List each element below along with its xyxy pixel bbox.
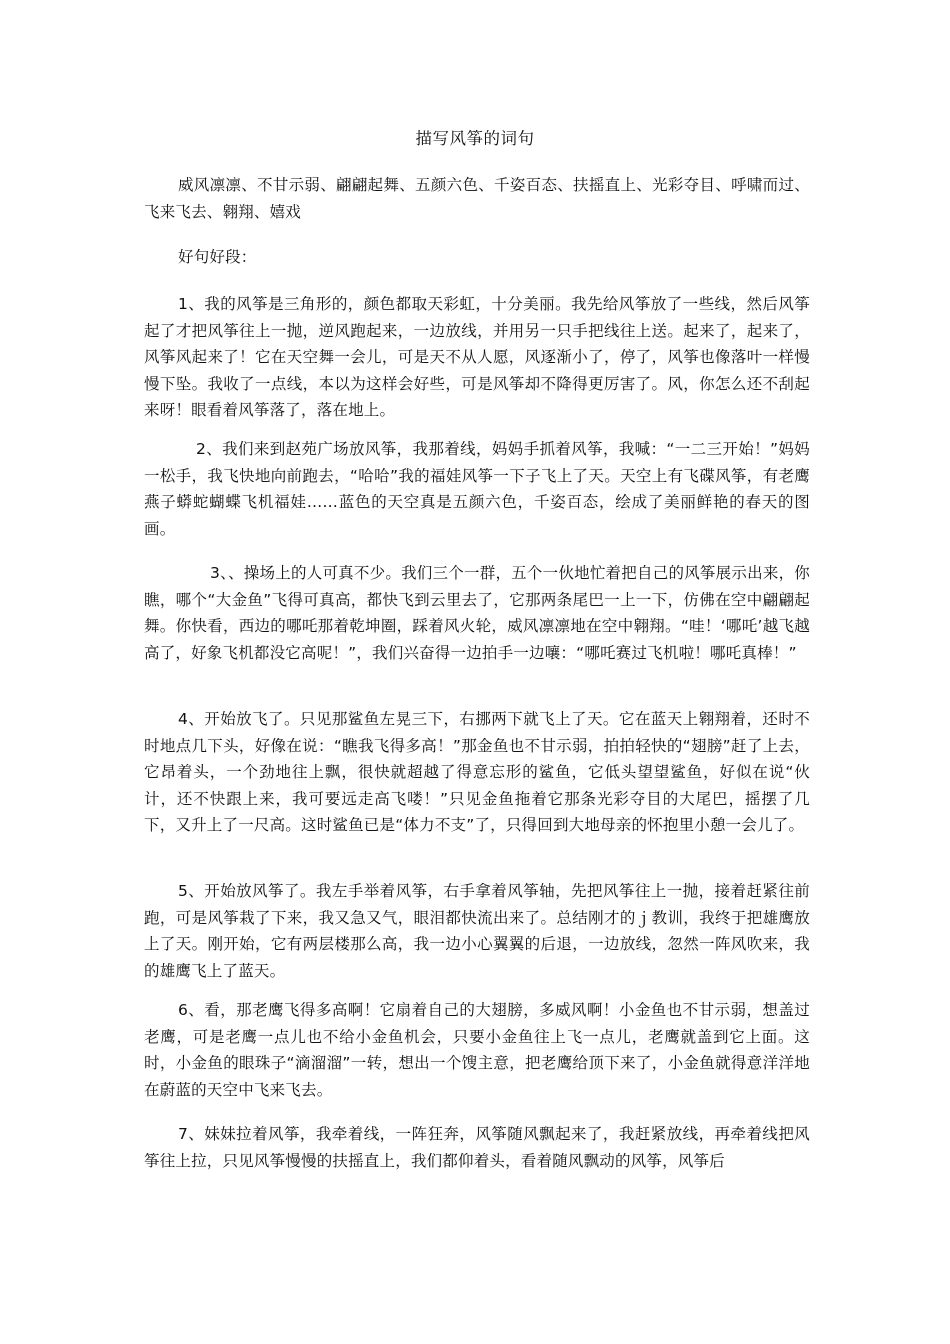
paragraph-2: 2、我们来到赵苑广场放风筝，我那着线，妈妈手抓着风筝，我喊：“一二三开始！”妈妈一松手，我飞快地向前跑去，“哈哈”我的福娃风筝一下子飞上了天。天空上有飞碟风筝，有老鹰燕子蟒蛇蝴蝶飞机福娃……蓝色的天空真是五颜六色，千姿百态，绘成了美丽鲜艳的春天的图画。 <box>144 440 810 538</box>
section-heading: 好句好段： <box>178 248 257 266</box>
paragraph-7: 7、妹妹拉着风筝，我牵着线，一阵狂奔，风筝随风飘起来了，我赶紧放线，再牵着线把风筝往上拉，只见风筝慢慢的扶摇直上，我们都仰着头，看着随风飘动的风筝，风筝后 <box>144 1125 810 1170</box>
document-title: 描写风筝的词句 <box>415 129 535 148</box>
paragraph-5: 5、开始放风筝了。我左手举着风筝，右手拿着风筝轴，先把风筝往上一抛，接着赶紧往前跑，可是风筝栽了下来，我又急又气，眼泪都快流出来了。总结刚才的ｊ教训，我终于把雄鹰放上了天。刚开始，它有两层楼那么高，我一边小心翼翼的后退，一边放线，忽然一阵风吹来，我的雄鹰飞上了蓝天。 <box>144 882 810 980</box>
paragraph-4: 4、开始放飞了。只见那鲨鱼左晃三下，右挪两下就飞上了天。它在蓝天上翱翔着，还时不时地点几下头，好像在说：“瞧我飞得多高！”那金鱼也不甘示弱，拍拍轻快的“翅膀”赶了上去，它昂着头，一个劲地往上飘，很快就超越了得意忘形的鲨鱼，它低头望望鲨鱼，好似在说“伙计，还不快跟上来，我可要远走高飞喽！”只见金鱼拖着它那条光彩夺目的大尾巴，摇摆了几下，又升上了一尺高。这时鲨鱼已是“体力不支”了，只得回到大地母亲的怀抱里小憩一会儿了。 <box>144 710 810 834</box>
paragraph-3: 3、、操场上的人可真不少。我们三个一群，五个一伙地忙着把自己的风筝展示出来，你瞧，哪个“大金鱼”飞得可真高，都快飞到云里去了，它那两条尾巴一上一下，仿佛在空中翩翩起舞。你快看，西边的哪吒那着乾坤圈，踩着风火轮，威风凛凛地在空中翱翔。“哇！‘哪吒’越飞越高了，好象飞机都没它高呢！”，我们兴奋得一边拍手一边嚷：“哪吒赛过飞机啦！哪吒真棒！” <box>144 564 810 662</box>
word-list-paragraph: 威风凛凛、不甘示弱、翩翩起舞、五颜六色、千姿百态、扶摇直上、光彩夺目、呼啸而过、飞来飞去、翱翔、嬉戏 <box>144 176 810 221</box>
paragraph-1: 1、我的风筝是三角形的，颜色都取天彩虹，十分美丽。我先给风筝放了一些线，然后风筝起了才把风筝往上一抛，逆风跑起来，一边放线，并用另一只手把线往上送。起来了，起来了，风筝风起来了！它在天空舞一会儿，可是天不从人愿，风逐渐小了，停了，风筝也像落叶一样慢慢下坠。我收了一点线，本以为这样会好些，可是风筝却不降得更厉害了。风，你怎么还不刮起来呀！眼看着风筝落了，落在地上。 <box>144 295 810 419</box>
paragraph-6: 6、看，那老鹰飞得多高啊！它扇着自己的大翅膀，多威风啊！小金鱼也不甘示弱，想盖过老鹰，可是老鹰一点儿也不给小金鱼机会，只要小金鱼往上飞一点儿，老鹰就盖到它上面。这时，小金鱼的眼珠子“滴溜溜”一转，想出一个馊主意，把老鹰给顶下来了，小金鱼就得意洋洋地在蔚蓝的天空中飞来飞去。 <box>144 1001 810 1099</box>
